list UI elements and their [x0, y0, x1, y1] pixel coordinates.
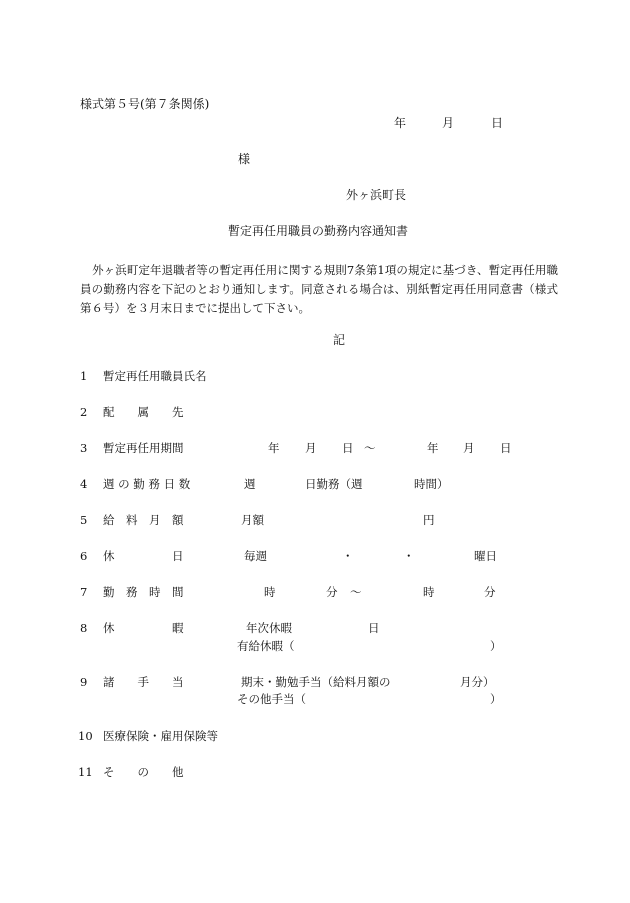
- bonus-months-label: 月分）: [460, 675, 495, 689]
- item-label: 暫定再任用職員氏名: [103, 369, 207, 383]
- period-tilde: ～: [364, 441, 376, 455]
- item-number: 5: [80, 513, 88, 527]
- item-number: 7: [80, 585, 88, 599]
- item-label: 諸 手 当: [103, 675, 184, 689]
- sender: 外ヶ浜町長: [346, 188, 407, 202]
- body-text: 外ヶ浜町定年退職者等の暫定再任用に関する規則7条第1項の規定に基づき、暫定再任用職員の勤務内容を下記のとおり通知します。同意される場合は、別紙暫定再任用同意書（様式第６号）を３月末日までに提出して下さい。: [80, 263, 558, 315]
- date-year: 年: [394, 116, 407, 130]
- annual-leave-label: 年次休暇: [246, 621, 292, 635]
- item-number: 6: [80, 549, 88, 563]
- item-number: 3: [80, 441, 88, 455]
- item-label: 医療保険・雇用保険等: [103, 729, 218, 743]
- other-allowance-label: その他手当（: [237, 692, 306, 706]
- week-label: 週: [244, 477, 256, 491]
- body-paragraph: [80, 261, 558, 318]
- other-allowance-close: ）: [490, 692, 502, 706]
- work-days-label: 日勤務（週: [305, 477, 363, 491]
- item-label: 休 暇: [103, 621, 184, 635]
- weekly-hours-label: 時間）: [414, 477, 449, 491]
- period-end-day: 日: [500, 441, 512, 455]
- separator-dot: ・: [403, 549, 415, 563]
- start-hour-label: 時: [264, 585, 276, 599]
- period-start-day: 日: [342, 441, 354, 455]
- start-minute-label: 分: [326, 585, 338, 599]
- paid-leave-close: ）: [490, 639, 502, 653]
- item-number: 9: [80, 675, 88, 689]
- item-label: 勤 務 時 間: [103, 585, 184, 599]
- bonus-label: 期末・勤勉手当（給料月額の: [241, 675, 391, 689]
- item-number: 4: [80, 477, 88, 491]
- item-number: 10: [78, 729, 93, 743]
- end-hour-label: 時: [423, 585, 435, 599]
- yen-label: 円: [423, 513, 435, 527]
- item-label: 暫定再任用期間: [103, 441, 184, 455]
- item-number: 11: [78, 765, 93, 779]
- paid-leave-label: 有給休暇（: [237, 639, 295, 653]
- period-start-year: 年: [268, 441, 280, 455]
- period-end-month: 月: [463, 441, 475, 455]
- item-label: 配 属 先: [103, 405, 184, 419]
- youbi-label: 曜日: [474, 549, 497, 563]
- period-start-month: 月: [305, 441, 317, 455]
- item-number: 2: [80, 405, 88, 419]
- weekly-label: 毎週: [244, 549, 267, 563]
- date-month: 月: [442, 116, 455, 130]
- form-number: 様式第５号(第７条関係): [80, 97, 210, 111]
- document-title: 暫定再任用職員の勤務内容通知書: [228, 224, 409, 238]
- item-number: 1: [80, 369, 88, 383]
- ki-label: 記: [333, 333, 346, 347]
- annual-leave-days: 日: [368, 621, 380, 635]
- end-minute-label: 分: [484, 585, 496, 599]
- item-label: 休 日: [103, 549, 184, 563]
- monthly-label: 月額: [241, 513, 264, 527]
- separator-dot: ・: [342, 549, 354, 563]
- time-tilde: ～: [350, 585, 362, 599]
- period-end-year: 年: [427, 441, 439, 455]
- item-number: 8: [80, 621, 88, 635]
- item-label: 週 の 勤 務 日 数: [103, 477, 191, 491]
- item-label: そ の 他: [103, 765, 184, 779]
- item-label: 給 料 月 額: [103, 513, 184, 527]
- addressee-suffix: 様: [238, 152, 251, 166]
- date-day: 日: [491, 116, 504, 130]
